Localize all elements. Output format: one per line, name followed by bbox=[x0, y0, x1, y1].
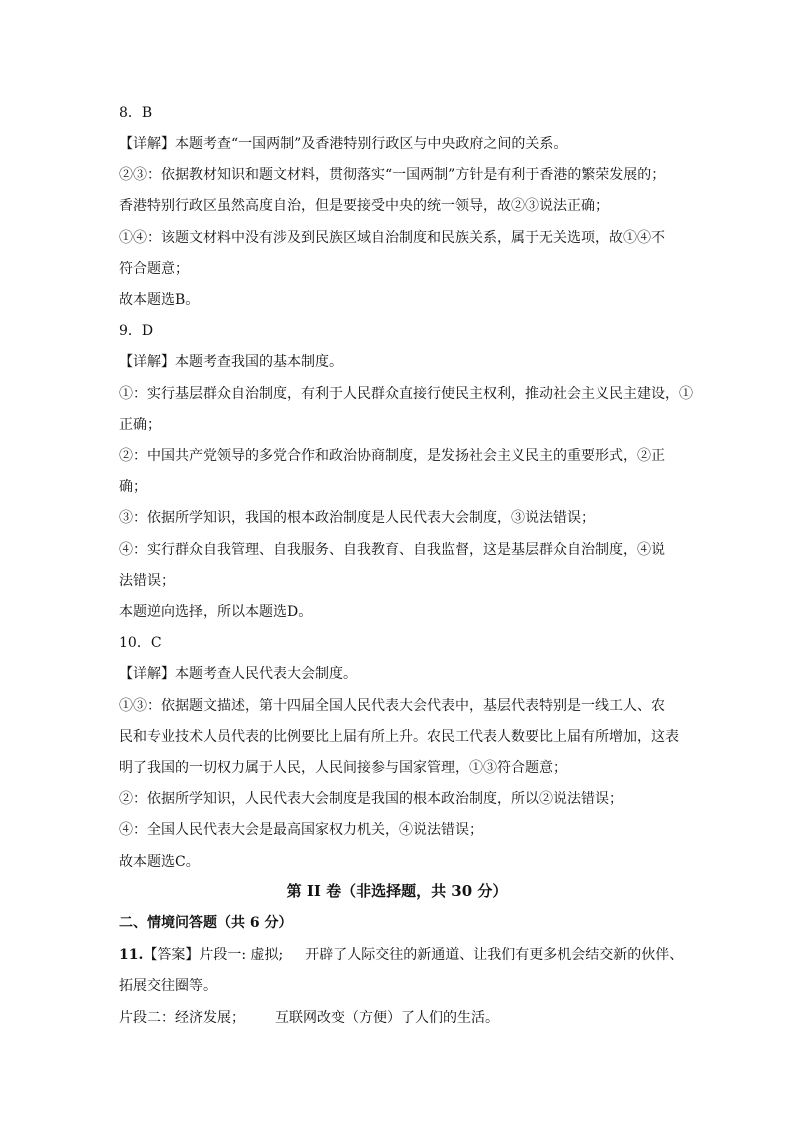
q9-answer: 9．D bbox=[119, 323, 154, 339]
q9-conclusion: 本题逆向选择，所以本题选D。 bbox=[119, 604, 313, 620]
q10-analysis-3: ④：全国人民代表大会是最高国家权力机关，④说法错误； bbox=[119, 822, 483, 838]
q10-detail: 【详解】本题考查人民代表大会制度。 bbox=[119, 666, 357, 682]
q9-analysis-2b: 确； bbox=[119, 479, 147, 495]
q9-analysis-2a: ②：中国共产党领导的多党合作和政治协商制度，是发扬社会主义民主的重要形式，②正 bbox=[119, 448, 665, 464]
q11-segment1-text: 开辟了人际交往的新通道、让我们有更多机会结交新的伙伴、 bbox=[305, 947, 684, 963]
q10-analysis-1b: 民和专业技术人员代表的比例要比上届有所上升。农民工代表人数要比上届有所增加，这表 bbox=[119, 729, 679, 745]
q9-analysis-4b: 法错误； bbox=[119, 573, 175, 589]
q11-segment1-label: 片段一: 虚拟; bbox=[199, 947, 284, 963]
q10-analysis-1c: 明了我国的一切权力属于人民，人民间接参与国家管理，①③符合题意； bbox=[119, 760, 567, 776]
q11-segment2-text: 互联网改变（方便）了人们的生活。 bbox=[275, 1010, 499, 1026]
q8-analysis-3b: 符合题意； bbox=[119, 261, 189, 277]
q9-analysis-1b: 正确； bbox=[119, 417, 161, 433]
q10-conclusion: 故本题选C。 bbox=[119, 854, 200, 870]
q8-conclusion: 故本题选B。 bbox=[119, 292, 200, 308]
q11-answer-label: 【答案】 bbox=[143, 947, 200, 963]
q11-segment2-label: 片段二：经济发展； bbox=[119, 1010, 245, 1026]
q9-analysis-4a: ④：实行群众自我管理、自我服务、自我教育、自我监督，这是基层群众自治制度，④说 bbox=[119, 542, 665, 558]
q8-detail: 【详解】本题考查“一国两制”及香港特别行政区与中央政府之间的关系。 bbox=[119, 136, 568, 152]
q11-number: 11. bbox=[119, 947, 144, 963]
q9-analysis-1a: ①：实行基层群众自治制度，有利于人民群众直接行使民主权利，推动社会主义民主建设，① bbox=[119, 386, 693, 402]
part2-title: 第 II 卷（非选择题，共 30 分） bbox=[286, 882, 508, 900]
q11-answer-line-3 bbox=[119, 1008, 682, 1028]
q8-analysis-3a: ①④：该题文材料中没有涉及到民族区域自治制度和民族关系，属于无关选项，故①④不 bbox=[119, 230, 665, 246]
q11-answer-line-2: 拓展交往圈等。 bbox=[119, 978, 217, 994]
q8-analysis-2: 香港特别行政区虽然高度自治，但是要接受中央的统一领导，故②③说法正确； bbox=[119, 198, 609, 214]
q10-answer: 10．C bbox=[119, 635, 162, 651]
q10-analysis-2: ②：依据所学知识，人民代表大会制度是我国的根本政治制度，所以②说法错误； bbox=[119, 791, 623, 807]
q8-answer: 8．B bbox=[119, 105, 153, 121]
q10-analysis-1a: ①③：依据题文描述，第十四届全国人民代表大会代表中，基层代表特别是一线工人、农 bbox=[119, 698, 665, 714]
q9-detail: 【详解】本题考查我国的基本制度。 bbox=[119, 354, 343, 370]
q8-analysis-1: ②③：依据教材知识和题文材料，贯彻落实“一国两制”方针是有利于香港的繁荣发展的； bbox=[119, 167, 666, 183]
q9-analysis-3: ③：依据所学知识，我国的根本政治制度是人民代表大会制度，③说法错误； bbox=[119, 510, 595, 526]
section-heading: 二、情境问答题（共 6 分） bbox=[119, 915, 293, 931]
q11-answer-line-1 bbox=[119, 945, 682, 965]
